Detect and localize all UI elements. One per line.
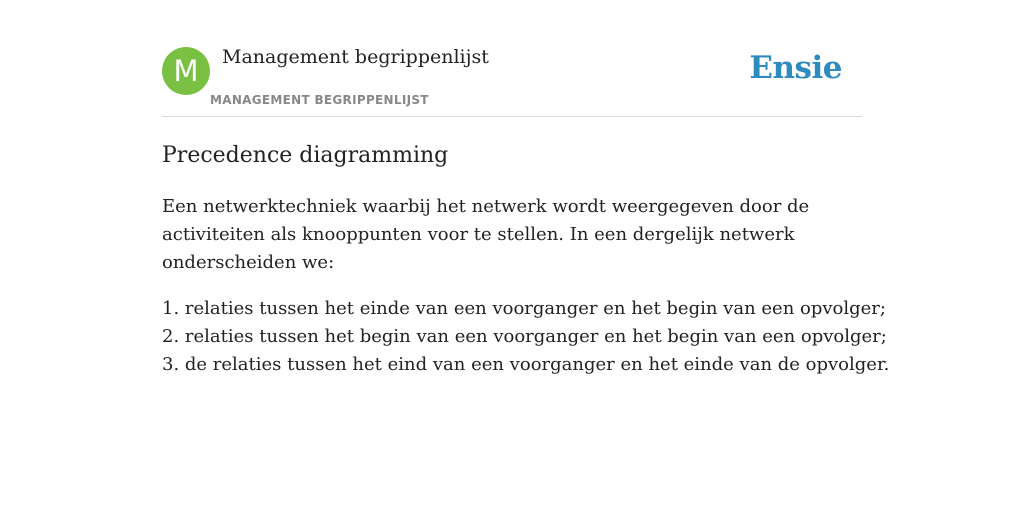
card-header [162,46,862,117]
definition-text: Een netwerktechniek waarbij het netwerk wordt weergegeven door de activiteiten als knooppunten voor te stellen. In een dergelijk netwerk onderscheiden we: [162,196,810,273]
list-item: 3. de relaties tussen het eind van een voorganger en het einde van de opvolger. [162,354,890,375]
relations-list [162,295,890,379]
dictionary-title-link[interactable]: Management begrippenlijst [222,46,489,68]
list-item: 2. relaties tussen het begin van een voorganger en het begin van een opvolger; [162,326,887,347]
term-title: Precedence diagramming [162,143,449,168]
list-item: 1. relaties tussen het einde van een voorganger en het begin van een opvolger; [162,298,886,319]
ensie-logo[interactable]: Ensie [749,50,842,86]
definition-card [162,46,890,379]
dictionary-avatar[interactable]: M [162,47,210,95]
dictionary-subtitle-link[interactable]: MANAGEMENT BEGRIPPENLIJST [210,93,429,107]
